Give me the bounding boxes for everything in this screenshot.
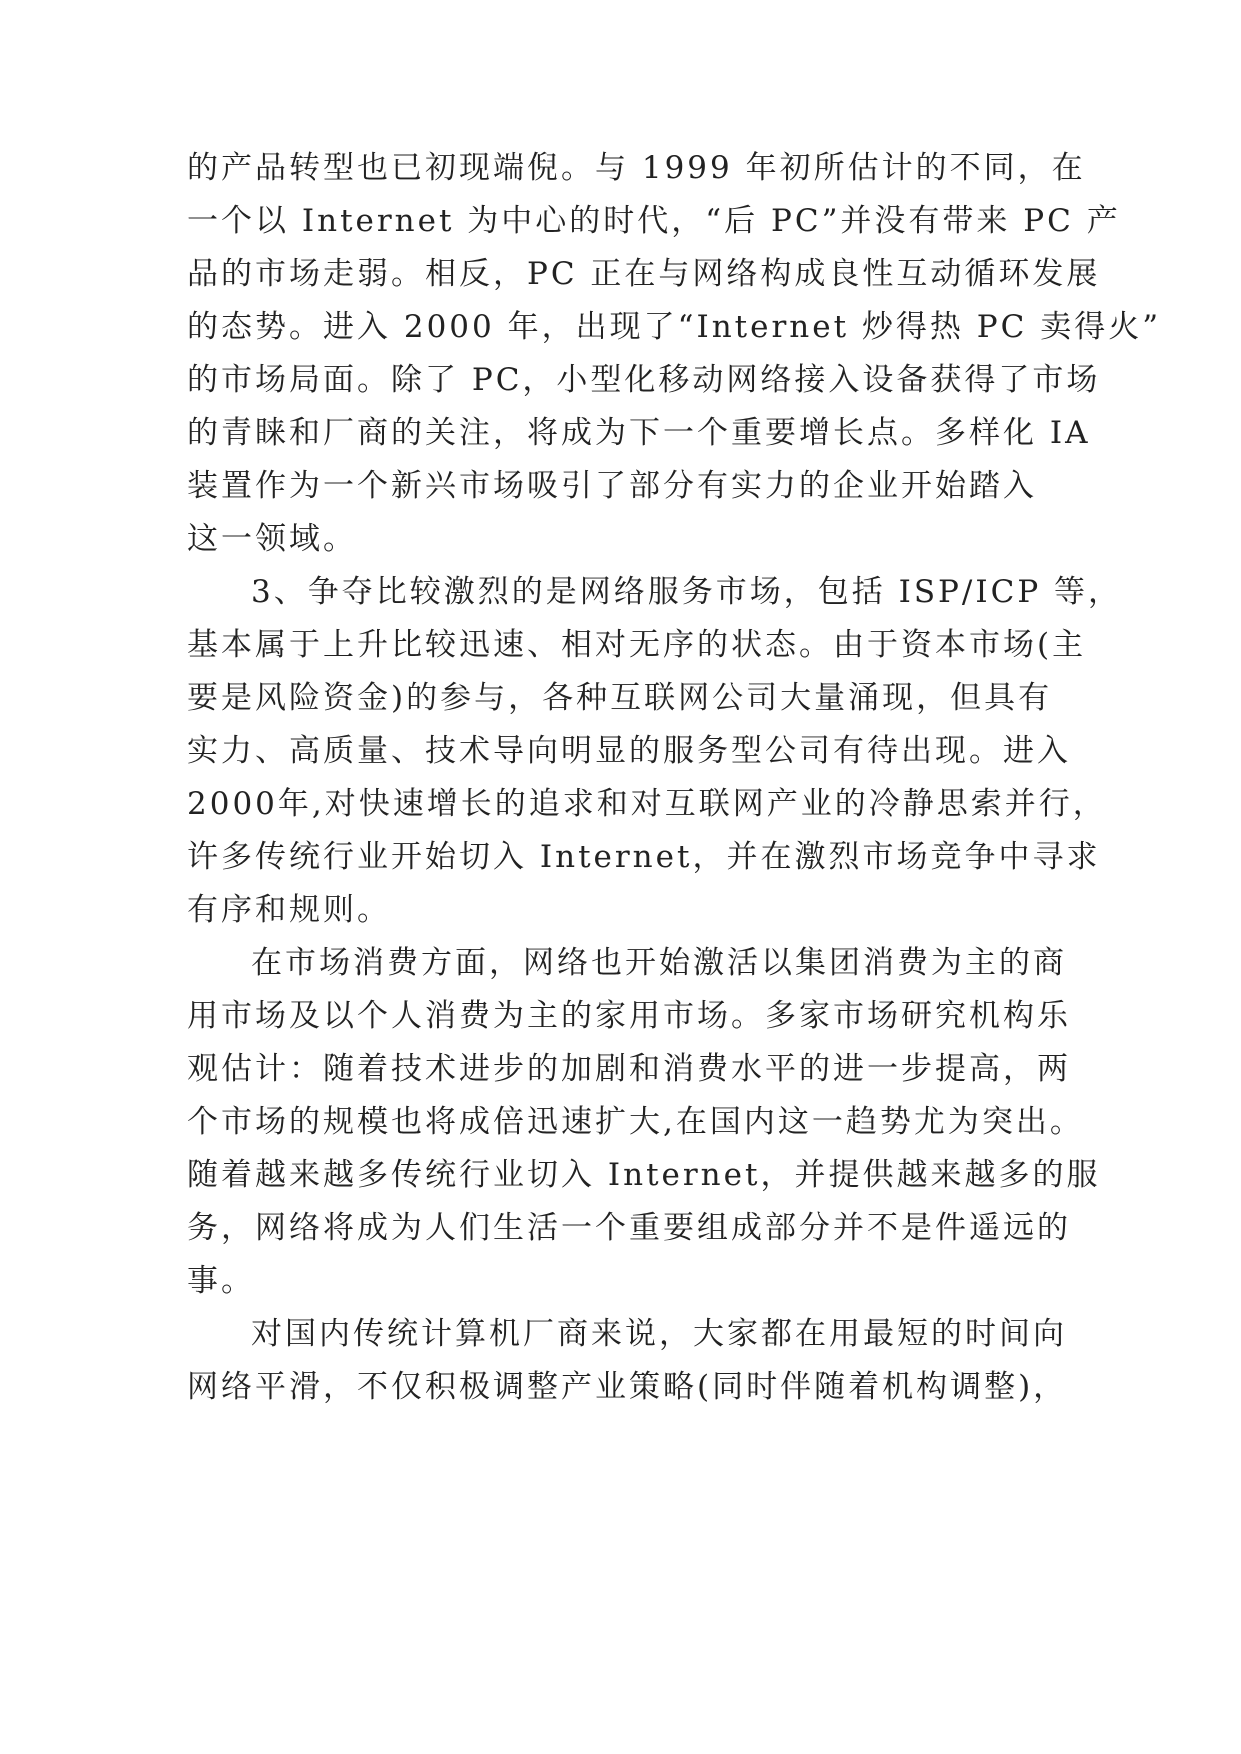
paragraph-1-line-7: 装置作为一个新兴市场吸引了部分有实力的企业开始踏入 — [187, 468, 1037, 504]
paragraph-3-line-1: 在市场消费方面，网络也开始激活以集团消费为主的商 — [251, 945, 1067, 981]
paragraph-3-line-5: 随着越来越多传统行业切入 Internet，并提供越来越多的服 — [187, 1157, 1101, 1193]
paragraph-1-line-4: 的态势。进入 2000 年，出现了“Internet 炒得热 PC 卖得火” — [187, 309, 1162, 345]
paragraph-3-line-4: 个市场的规模也将成倍迅速扩大,在国内这一趋势尤为突出。 — [187, 1104, 1084, 1140]
paragraph-1-line-6: 的青睐和厂商的关注，将成为下一个重要增长点。多样化 IA — [187, 415, 1091, 451]
paragraph-1-line-2: 一个以 Internet 为中心的时代，“后 PC”并没有带来 PC 产 — [187, 203, 1121, 239]
paragraph-3-line-6: 务，网络将成为人们生活一个重要组成部分并不是件遥远的 — [187, 1210, 1071, 1246]
paragraph-4-line-1: 对国内传统计算机厂商来说，大家都在用最短的时间向 — [251, 1316, 1067, 1352]
paragraph-1-line-8: 这一领域。 — [187, 521, 357, 557]
paragraph-1-line-3: 品的市场走弱。相反，PC 正在与网络构成良性互动循环发展 — [187, 256, 1101, 292]
paragraph-3-line-7: 事。 — [187, 1263, 255, 1299]
paragraph-2-line-6: 许多传统行业开始切入 Internet，并在激烈市场竞争中寻求 — [187, 839, 1101, 875]
paragraph-3-line-3: 观估计：随着技术进步的加剧和消费水平的进一步提高，两 — [187, 1051, 1071, 1087]
paragraph-4-line-2: 网络平滑，不仅积极调整产业策略(同时伴随着机构调整)， — [187, 1369, 1068, 1405]
paragraph-2-line-3: 要是风险资金)的参与，各种互联网公司大量涌现，但具有 — [187, 680, 1053, 716]
paragraph-1-line-1: 的产品转型也已初现端倪。与 1999 年初所估计的不同，在 — [187, 150, 1086, 186]
paragraph-1-line-5: 的市场局面。除了 PC，小型化移动网络接入设备获得了市场 — [187, 362, 1101, 398]
paragraph-2-line-7: 有序和规则。 — [187, 892, 391, 928]
paragraph-2-line-1: 3、争夺比较激烈的是网络服务市场，包括 ISP/ICP 等， — [251, 574, 1123, 610]
paragraph-3-line-2: 用市场及以个人消费为主的家用市场。多家市场研究机构乐 — [187, 998, 1071, 1034]
paragraph-2-line-4: 实力、高质量、技术导向明显的服务型公司有待出现。进入 — [187, 733, 1071, 769]
paragraph-2-line-2: 基本属于上升比较迅速、相对无序的状态。由于资本市场(主 — [187, 627, 1087, 663]
paragraph-2-line-5: 2000年,对快速增长的追求和对互联网产业的冷静思索并行， — [187, 786, 1107, 822]
